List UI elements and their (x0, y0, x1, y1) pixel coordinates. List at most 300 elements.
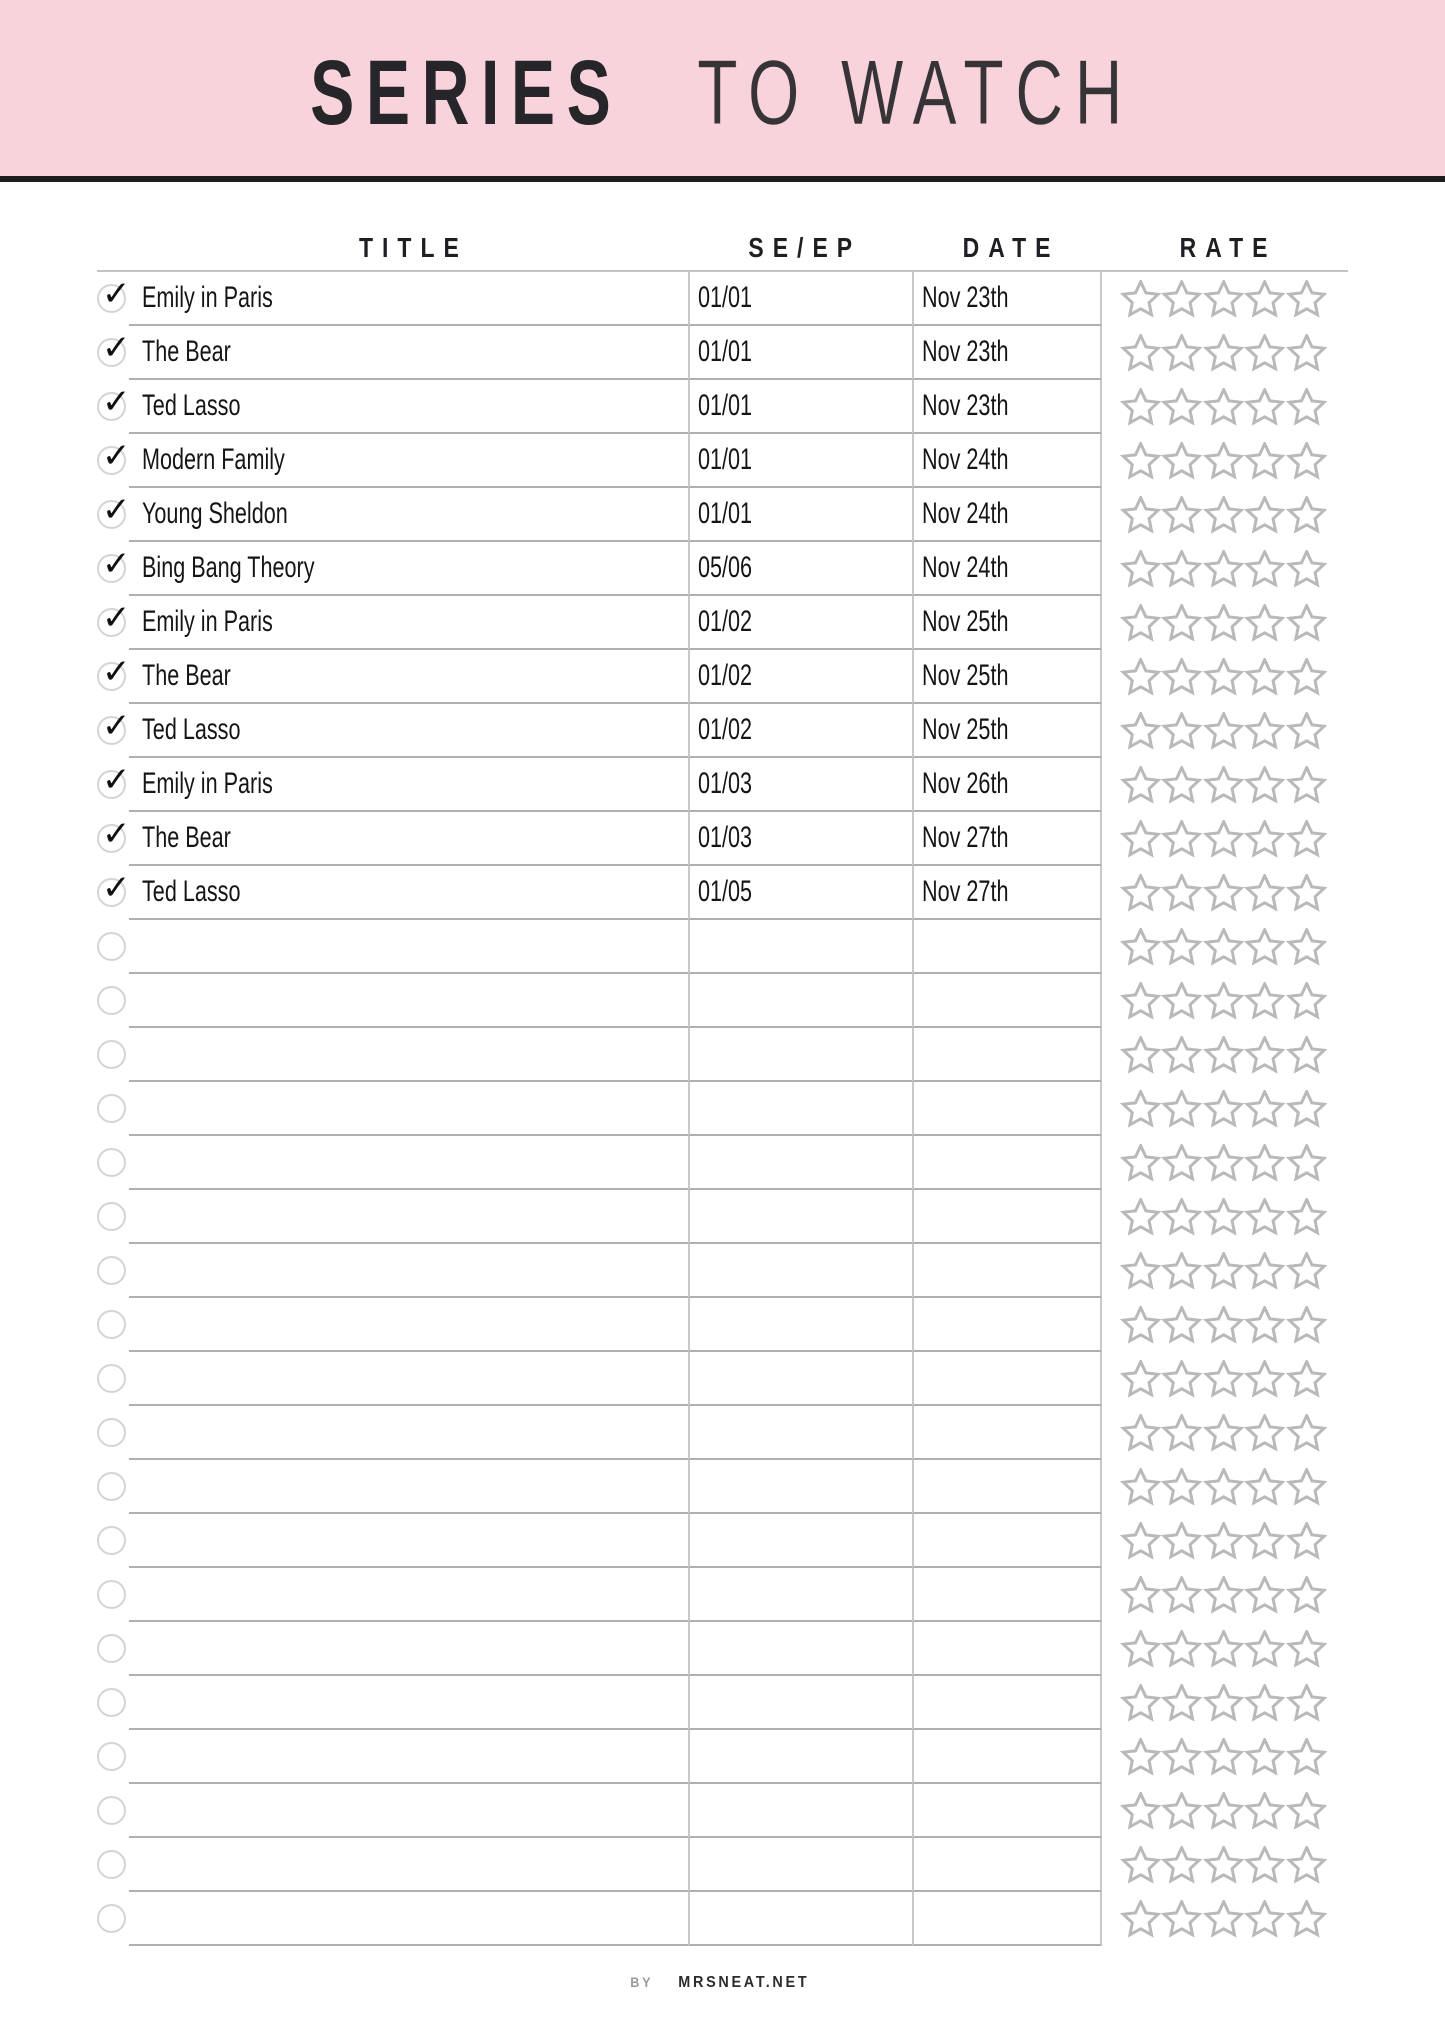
star-icon[interactable] (1203, 1252, 1244, 1291)
checkbox-circle[interactable] (97, 436, 131, 476)
star-icon[interactable] (1203, 1576, 1244, 1615)
title-cell (129, 542, 688, 596)
rate-gap (1102, 1028, 1120, 1082)
checkbox-circle[interactable] (97, 1526, 126, 1555)
column-header-rate-label: RATE (1179, 232, 1277, 263)
star-icon[interactable] (1286, 1846, 1327, 1885)
checkbox-circle[interactable] (97, 814, 131, 854)
star-icon[interactable] (1244, 334, 1285, 373)
checkbox-circle[interactable] (97, 1418, 126, 1447)
rating-stars (1120, 866, 1327, 920)
rate-gap (1102, 704, 1120, 758)
star-icon[interactable] (1244, 712, 1285, 751)
column-header-date (912, 234, 1102, 262)
star-icon[interactable] (1120, 1630, 1161, 1669)
rating-stars (1120, 812, 1327, 866)
date-cell (912, 1622, 1102, 1676)
title-cell (129, 1730, 688, 1784)
table-row (97, 1460, 1348, 1514)
star-icon[interactable] (1244, 1144, 1285, 1183)
checkbox-column (97, 542, 129, 596)
star-icon[interactable] (1161, 1144, 1202, 1183)
date-cell (912, 434, 1102, 488)
star-icon[interactable] (1244, 1036, 1285, 1075)
star-icon[interactable] (1203, 1792, 1244, 1831)
rating-stars (1120, 326, 1327, 380)
title-cell (129, 1676, 688, 1730)
star-icon[interactable] (1286, 928, 1327, 967)
rate-gap (1102, 1568, 1120, 1622)
checkbox-circle[interactable] (97, 1040, 126, 1069)
star-icon[interactable] (1203, 982, 1244, 1021)
rating-stars (1120, 1298, 1327, 1352)
date-cell (912, 1568, 1102, 1622)
date-cell (912, 1190, 1102, 1244)
se-ep-cell (688, 596, 912, 650)
star-icon[interactable] (1161, 1360, 1202, 1399)
title-cell (129, 974, 688, 1028)
star-icon[interactable] (1120, 1360, 1161, 1399)
star-icon[interactable] (1203, 1198, 1244, 1237)
checkbox-column (97, 272, 129, 326)
star-icon[interactable] (1244, 1414, 1285, 1453)
star-icon[interactable] (1203, 388, 1244, 427)
star-icon[interactable] (1120, 1684, 1161, 1723)
star-icon[interactable] (1244, 1576, 1285, 1615)
se-ep-cell (688, 326, 912, 380)
title-cell (129, 1244, 688, 1298)
title-cell (129, 596, 688, 650)
checkbox-column (97, 434, 129, 488)
table-row (97, 1514, 1348, 1568)
star-icon[interactable] (1203, 874, 1244, 913)
title-cell-text: Young Sheldon (142, 497, 288, 530)
table-row (97, 380, 1348, 434)
checkbox-circle[interactable] (97, 1796, 126, 1825)
star-icon[interactable] (1286, 1414, 1327, 1453)
checkbox-circle[interactable] (97, 1256, 126, 1285)
star-icon[interactable] (1286, 1036, 1327, 1075)
star-icon[interactable] (1161, 982, 1202, 1021)
checkbox-circle[interactable] (97, 760, 131, 800)
checkmark-icon: ✓ (102, 544, 131, 584)
star-icon[interactable] (1120, 280, 1161, 319)
date-cell (912, 596, 1102, 650)
star-icon[interactable] (1120, 388, 1161, 427)
checkbox-column (97, 1730, 129, 1784)
star-icon[interactable] (1286, 874, 1327, 913)
star-icon[interactable] (1244, 550, 1285, 589)
star-icon[interactable] (1244, 928, 1285, 967)
star-icon[interactable] (1203, 658, 1244, 697)
rate-gap (1102, 1190, 1120, 1244)
checkbox-column (97, 1568, 129, 1622)
rating-stars (1120, 596, 1327, 650)
checkbox-circle[interactable] (97, 1850, 126, 1879)
star-icon[interactable] (1286, 820, 1327, 859)
star-icon[interactable] (1203, 1900, 1244, 1939)
date-cell (912, 1136, 1102, 1190)
star-icon[interactable] (1161, 550, 1202, 589)
star-icon[interactable] (1203, 334, 1244, 373)
star-icon[interactable] (1203, 1468, 1244, 1507)
star-icon[interactable] (1203, 1522, 1244, 1561)
star-icon[interactable] (1203, 766, 1244, 805)
rating-stars (1120, 1352, 1327, 1406)
star-icon[interactable] (1203, 550, 1244, 589)
title-cell (129, 1406, 688, 1460)
checkbox-column (97, 1514, 129, 1568)
star-icon[interactable] (1203, 604, 1244, 643)
star-icon[interactable] (1120, 1468, 1161, 1507)
checkmark-icon: ✓ (102, 274, 131, 314)
star-icon[interactable] (1120, 334, 1161, 373)
checkbox-column (97, 326, 129, 380)
title-cell-text: Bing Bang Theory (142, 551, 315, 584)
star-icon[interactable] (1120, 712, 1161, 751)
se-ep-cell (688, 1190, 912, 1244)
star-icon[interactable] (1203, 1306, 1244, 1345)
star-icon[interactable] (1244, 388, 1285, 427)
star-icon[interactable] (1286, 658, 1327, 697)
date-cell-text: Nov 27th (922, 875, 1009, 908)
star-icon[interactable] (1286, 442, 1327, 481)
star-icon[interactable] (1161, 1252, 1202, 1291)
date-cell (912, 380, 1102, 434)
star-icon[interactable] (1286, 388, 1327, 427)
star-icon[interactable] (1120, 1252, 1161, 1291)
checkbox-circle[interactable] (97, 1688, 126, 1717)
checkbox-circle[interactable] (97, 1094, 126, 1123)
date-cell (912, 812, 1102, 866)
title-cell (129, 1784, 688, 1838)
star-icon[interactable] (1161, 496, 1202, 535)
checkbox-column (97, 1352, 129, 1406)
star-icon[interactable] (1120, 658, 1161, 697)
star-icon[interactable] (1244, 820, 1285, 859)
checkbox-column (97, 1892, 129, 1946)
star-icon[interactable] (1286, 1522, 1327, 1561)
se-ep-cell (688, 1676, 912, 1730)
rate-gap (1102, 812, 1120, 866)
se-ep-cell (688, 488, 912, 542)
checkbox-circle[interactable] (97, 1202, 126, 1231)
se-ep-cell (688, 434, 912, 488)
star-icon[interactable] (1286, 1252, 1327, 1291)
star-icon[interactable] (1203, 820, 1244, 859)
star-icon[interactable] (1120, 982, 1161, 1021)
date-cell-text: Nov 23th (922, 281, 1009, 314)
star-icon[interactable] (1161, 820, 1202, 859)
star-icon[interactable] (1203, 1360, 1244, 1399)
star-icon[interactable] (1286, 1576, 1327, 1615)
table-row (97, 1676, 1348, 1730)
star-icon[interactable] (1244, 1090, 1285, 1129)
star-icon[interactable] (1161, 1306, 1202, 1345)
checkbox-circle[interactable] (97, 1634, 126, 1663)
star-icon[interactable] (1203, 1738, 1244, 1777)
column-headers (129, 220, 1327, 262)
checkmark-icon: ✓ (102, 652, 131, 692)
star-icon[interactable] (1120, 1090, 1161, 1129)
checkbox-circle[interactable] (97, 544, 131, 584)
checkbox-circle[interactable] (97, 382, 131, 422)
star-icon[interactable] (1286, 604, 1327, 643)
star-icon[interactable] (1244, 1468, 1285, 1507)
star-icon[interactable] (1244, 1252, 1285, 1291)
star-icon[interactable] (1286, 1468, 1327, 1507)
star-icon[interactable] (1244, 1306, 1285, 1345)
date-cell-text: Nov 24th (922, 443, 1009, 476)
rating-stars (1120, 1730, 1327, 1784)
se-ep-cell (688, 758, 912, 812)
star-icon[interactable] (1161, 1900, 1202, 1939)
star-icon[interactable] (1244, 496, 1285, 535)
star-icon[interactable] (1244, 1522, 1285, 1561)
checkbox-column (97, 920, 129, 974)
checkbox-column (97, 1028, 129, 1082)
footer-brand-label: MRSNEAT.NET (677, 1974, 809, 1991)
se-ep-cell (688, 1730, 912, 1784)
table-row (97, 1082, 1348, 1136)
star-icon[interactable] (1120, 1198, 1161, 1237)
se-ep-cell-text: 01/05 (698, 875, 753, 908)
checkbox-circle[interactable] (97, 706, 131, 746)
star-icon[interactable] (1244, 442, 1285, 481)
checkmark-icon: ✓ (102, 760, 131, 800)
star-icon[interactable] (1161, 1198, 1202, 1237)
table-row (97, 1352, 1348, 1406)
star-icon[interactable] (1161, 1792, 1202, 1831)
star-icon[interactable] (1120, 1792, 1161, 1831)
table-row (97, 1298, 1348, 1352)
date-cell-text: Nov 26th (922, 767, 1009, 800)
star-icon[interactable] (1203, 280, 1244, 319)
checkbox-circle[interactable] (97, 1472, 126, 1501)
star-icon[interactable] (1161, 1630, 1202, 1669)
table-row (97, 596, 1348, 650)
star-icon[interactable] (1203, 1684, 1244, 1723)
checkbox-circle[interactable] (97, 986, 126, 1015)
date-cell (912, 704, 1102, 758)
star-icon[interactable] (1203, 1630, 1244, 1669)
star-icon[interactable] (1286, 1198, 1327, 1237)
star-icon[interactable] (1286, 1630, 1327, 1669)
rating-stars (1120, 1190, 1327, 1244)
rate-gap (1102, 1784, 1120, 1838)
star-icon[interactable] (1161, 280, 1202, 319)
star-icon[interactable] (1286, 496, 1327, 535)
rating-stars (1120, 272, 1327, 326)
star-icon[interactable] (1161, 1684, 1202, 1723)
table-row (97, 542, 1348, 596)
star-icon[interactable] (1120, 1576, 1161, 1615)
checkbox-circle[interactable] (97, 1742, 126, 1771)
star-icon[interactable] (1161, 1468, 1202, 1507)
star-icon[interactable] (1120, 550, 1161, 589)
star-icon[interactable] (1161, 334, 1202, 373)
star-icon[interactable] (1203, 1846, 1244, 1885)
star-icon[interactable] (1161, 1090, 1202, 1129)
star-icon[interactable] (1244, 658, 1285, 697)
date-cell (912, 1298, 1102, 1352)
star-icon[interactable] (1203, 1036, 1244, 1075)
star-icon[interactable] (1244, 1792, 1285, 1831)
star-icon[interactable] (1161, 658, 1202, 697)
star-icon[interactable] (1161, 766, 1202, 805)
checkbox-column (97, 488, 129, 542)
rating-stars (1120, 1622, 1327, 1676)
star-icon[interactable] (1120, 1522, 1161, 1561)
star-icon[interactable] (1286, 1360, 1327, 1399)
star-icon[interactable] (1286, 1090, 1327, 1129)
star-icon[interactable] (1244, 1198, 1285, 1237)
series-table (97, 270, 1348, 1946)
rating-stars (1120, 1568, 1327, 1622)
se-ep-cell (688, 1298, 912, 1352)
star-icon[interactable] (1161, 1414, 1202, 1453)
checkbox-circle[interactable] (97, 1148, 126, 1177)
rate-gap (1102, 1514, 1120, 1568)
star-icon[interactable] (1286, 1684, 1327, 1723)
rate-gap (1102, 1676, 1120, 1730)
rating-stars (1120, 1676, 1327, 1730)
date-cell (912, 866, 1102, 920)
star-icon[interactable] (1286, 1738, 1327, 1777)
star-icon[interactable] (1120, 1846, 1161, 1885)
star-icon[interactable] (1286, 712, 1327, 751)
checkbox-column (97, 758, 129, 812)
date-cell (912, 326, 1102, 380)
star-icon[interactable] (1244, 874, 1285, 913)
star-icon[interactable] (1161, 1576, 1202, 1615)
star-icon[interactable] (1120, 766, 1161, 805)
checkbox-circle[interactable] (97, 490, 131, 530)
star-icon[interactable] (1286, 982, 1327, 1021)
title-cell-text: Ted Lasso (142, 389, 241, 422)
star-icon[interactable] (1286, 766, 1327, 805)
star-icon[interactable] (1161, 1036, 1202, 1075)
rate-gap (1102, 326, 1120, 380)
star-icon[interactable] (1120, 1900, 1161, 1939)
star-icon[interactable] (1244, 766, 1285, 805)
star-icon[interactable] (1203, 712, 1244, 751)
checkbox-circle[interactable] (97, 328, 131, 368)
star-icon[interactable] (1161, 442, 1202, 481)
table-row (97, 758, 1348, 812)
star-icon[interactable] (1120, 1414, 1161, 1453)
star-icon[interactable] (1120, 1306, 1161, 1345)
star-icon[interactable] (1244, 982, 1285, 1021)
checkbox-circle[interactable] (97, 1580, 126, 1609)
checkbox-circle[interactable] (97, 1904, 126, 1933)
star-icon[interactable] (1120, 1036, 1161, 1075)
rating-stars (1120, 434, 1327, 488)
star-icon[interactable] (1203, 1090, 1244, 1129)
date-cell (912, 920, 1102, 974)
star-icon[interactable] (1120, 496, 1161, 535)
rating-stars (1120, 1460, 1327, 1514)
star-icon[interactable] (1161, 604, 1202, 643)
title-cell (129, 1298, 688, 1352)
star-icon[interactable] (1286, 550, 1327, 589)
checkbox-circle[interactable] (97, 1364, 126, 1393)
se-ep-cell-text: 01/02 (698, 659, 753, 692)
star-icon[interactable] (1286, 1900, 1327, 1939)
star-icon[interactable] (1203, 442, 1244, 481)
title-cell (129, 1460, 688, 1514)
checkbox-column (97, 1838, 129, 1892)
title-cell (129, 1352, 688, 1406)
date-cell (912, 1838, 1102, 1892)
checkbox-circle[interactable] (97, 652, 131, 692)
checkbox-circle[interactable] (97, 932, 126, 961)
star-icon[interactable] (1120, 442, 1161, 481)
date-cell (912, 1730, 1102, 1784)
column-header-title-label: TITLE (358, 232, 468, 263)
checkbox-circle[interactable] (97, 1310, 126, 1339)
star-icon[interactable] (1161, 1846, 1202, 1885)
star-icon[interactable] (1120, 1144, 1161, 1183)
star-icon[interactable] (1244, 1900, 1285, 1939)
table-row (97, 434, 1348, 488)
star-icon[interactable] (1161, 712, 1202, 751)
star-icon[interactable] (1161, 1738, 1202, 1777)
star-icon[interactable] (1286, 1792, 1327, 1831)
rating-stars (1120, 1784, 1327, 1838)
checkbox-column (97, 1676, 129, 1730)
star-icon[interactable] (1203, 1144, 1244, 1183)
star-icon[interactable] (1244, 280, 1285, 319)
star-icon[interactable] (1203, 1414, 1244, 1453)
date-cell (912, 1352, 1102, 1406)
star-icon[interactable] (1161, 874, 1202, 913)
star-icon[interactable] (1244, 1684, 1285, 1723)
star-icon[interactable] (1244, 1738, 1285, 1777)
checkbox-circle[interactable] (97, 274, 131, 314)
rate-gap (1102, 920, 1120, 974)
checkbox-column (97, 704, 129, 758)
star-icon[interactable] (1286, 1144, 1327, 1183)
star-icon[interactable] (1120, 604, 1161, 643)
checkbox-circle[interactable] (97, 868, 131, 908)
star-icon[interactable] (1120, 1738, 1161, 1777)
star-icon[interactable] (1161, 388, 1202, 427)
rating-stars (1120, 1136, 1327, 1190)
star-icon[interactable] (1203, 496, 1244, 535)
table-row (97, 1568, 1348, 1622)
se-ep-cell (688, 1568, 912, 1622)
checkbox-column (97, 380, 129, 434)
star-icon[interactable] (1161, 1522, 1202, 1561)
se-ep-cell (688, 1892, 912, 1946)
rate-gap (1102, 1892, 1120, 1946)
star-icon[interactable] (1244, 1360, 1285, 1399)
star-icon[interactable] (1120, 928, 1161, 967)
star-icon[interactable] (1161, 928, 1202, 967)
star-icon[interactable] (1286, 334, 1327, 373)
star-icon[interactable] (1244, 1630, 1285, 1669)
star-icon[interactable] (1286, 1306, 1327, 1345)
star-icon[interactable] (1203, 928, 1244, 967)
checkbox-circle[interactable] (97, 598, 131, 638)
rate-gap (1102, 1082, 1120, 1136)
star-icon[interactable] (1286, 280, 1327, 319)
star-icon[interactable] (1244, 604, 1285, 643)
star-icon[interactable] (1120, 874, 1161, 913)
star-icon[interactable] (1244, 1846, 1285, 1885)
star-icon[interactable] (1120, 820, 1161, 859)
